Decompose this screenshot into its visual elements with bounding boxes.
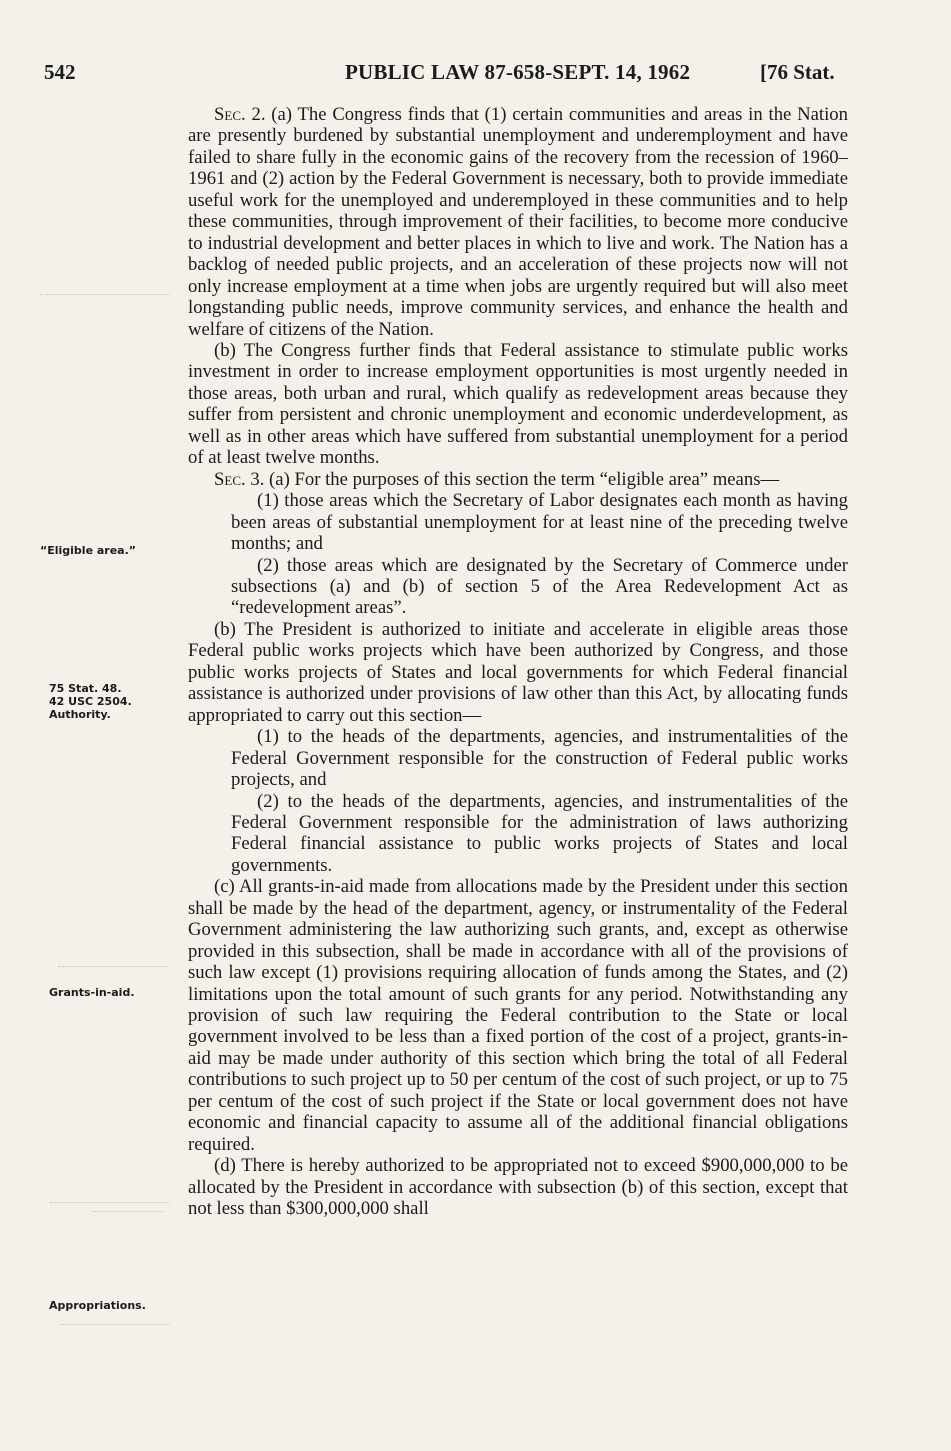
section-3-a-item-1: (1) those areas which the Secretary of Labor designates each month as having been areas of substantial unemployment for at least nine of the preceding twelve months; and — [231, 490, 848, 555]
bleed-through-mark — [58, 960, 168, 970]
page-title: PUBLIC LAW 87-658-SEPT. 14, 1962 — [345, 60, 691, 84]
bleed-through-mark — [40, 288, 170, 310]
sidenote-appropriations: Appropriations. — [49, 1299, 146, 1312]
bleed-through-mark — [50, 1196, 170, 1216]
sidenote-authority: Authority. — [49, 708, 111, 721]
section-3-subsection-d: (d) There is hereby authorized to be appropriated not to exceed $900,000,000 to be allocated by the President in accordance with subsection (b) of this section, except that not less than $300,000,000 shall — [188, 1155, 848, 1220]
section-3-subsection-b: (b) The President is authorized to initiate and accelerate in eligible areas those Federal public works projects which have been authorized by Congress, and those public works projects of States and local governments for which Federal financial assistance is authorized under provisions of law other than this Act, by allocating funds appropriated to carry out this section— — [188, 618, 848, 726]
statute-body — [188, 104, 848, 1220]
volume-reference: [76 Stat. — [760, 60, 835, 84]
paragraph-text: 3. (a) For the purposes of this section the term “eligible area” means— — [250, 468, 780, 490]
sidenote-grants-in-aid: Grants-in-aid. — [49, 986, 135, 999]
section-2-subsection-a — [188, 104, 848, 340]
paragraph-text: 2. (a) The Congress finds that (1) certain communities and areas in the Nation are presently burdened by substantial unemployment and underemployment and have failed to share fully in the economic gains of the recovery from the recession of 1960–1961 and (2) action by the Federal Government is necessary, both to provide immediate useful work for the unemployed and underemployed in these communities and to help these communities, through improvement of their facilities, to become more conducive to industrial development and better places in which to live and work. The Nation has a backlog of needed public projects, and an acceleration of these projects now will not only increase employment at a time when jobs are urgently required but will also meet longstanding public needs, improve community services, and enhance the health and welfare of citizens of the Nation. — [188, 104, 848, 340]
section-3-b-item-2: (2) to the heads of the departments, agencies, and instrumentalities of the Federal Government responsible for the administration of laws authorizing Federal financial assistance to public works projects of States and local governments. — [231, 790, 848, 876]
sidenote-statute-citation: 75 Stat. 48. — [49, 682, 122, 695]
section-2-subsection-b: (b) The Congress further finds that Federal assistance to stimulate public works investment in order to increase employment opportunities is most urgently needed in those areas, both urban and rural, which qualify as redevelopment areas because they suffer from persistent and chronic unemployment and economic underdevelopment, as well as in other areas which have suffered from substantial unemployment for a period of at least twelve months. — [188, 339, 848, 469]
sidenote-usc-citation: 42 USC 2504. — [49, 695, 132, 708]
bleed-through-mark — [60, 1318, 170, 1328]
section-3-a-item-2: (2) those areas which are designated by the Secretary of Commerce under subsections (a) and (b) of section 5 of the Area Redevelopment Act as “redevelopment areas”. — [231, 554, 848, 619]
sidenote-eligible-area: “Eligible area.” — [40, 544, 137, 557]
section-3-subsection-c: (c) All grants-in-aid made from allocations made by the President under this section shall be made by the head of the department, agency, or instrumentality of the Federal Government administering the law authorizing such grants, and, except as otherwise provided in this subsection, shall be made in accordance with all of the provisions of such law except (1) provisions requiring allocation of funds among the States, and (2) limitations upon the total amount of such grants for any period. Notwithstanding any provision of such law requiring the Federal contribution to the State or local government involved to be less than a fixed portion of the cost of a project, grants-in-aid may be made under authority of this section which bring the total of all Federal contributions to such project up to 50 per centum of the cost of such project, or up to 75 per centum of the cost of such project if the State or local government does not have economic and financial capacity to assume all of the additional financial obligations required. — [188, 876, 848, 1155]
section-3-subsection-a — [188, 469, 848, 490]
section-3-b-item-1: (1) to the heads of the departments, agencies, and instrumentalities of the Federal Government responsible for the construction of Federal public works projects, and — [231, 726, 848, 791]
running-header — [0, 60, 951, 90]
section-label: Sec. — [214, 104, 246, 125]
section-label: Sec. — [214, 468, 246, 490]
page-number: 542 — [44, 60, 76, 84]
